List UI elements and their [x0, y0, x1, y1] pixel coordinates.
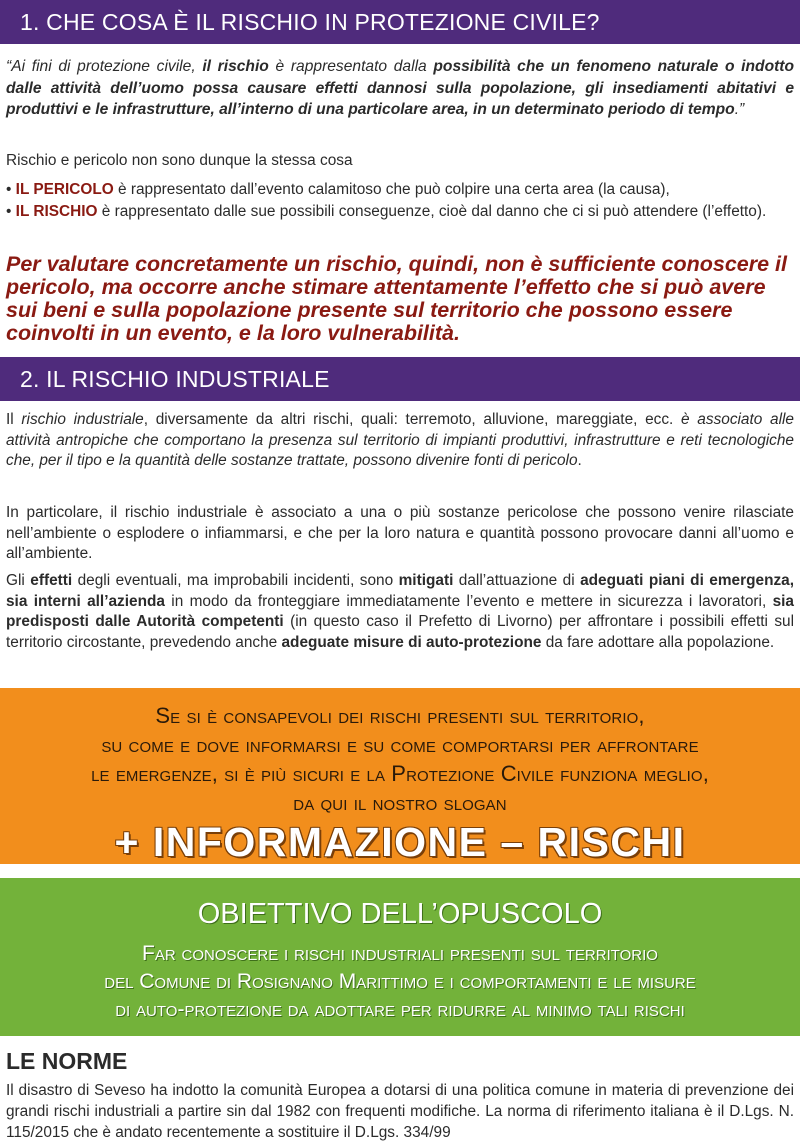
para-bold: adeguati piani di emergenza, sia interni all’azienda	[6, 572, 794, 610]
section-1-heading: 1. CHE COSA È IL RISCHIO IN PROTEZIONE CIVILE?	[0, 0, 800, 44]
para-text: Il	[6, 411, 22, 428]
para-text: (in questo caso il Prefetto di Livorno) per affrontare i possibili effetti sul territorio circostante, prevedendo anche	[6, 613, 794, 651]
para-bold: mitigati	[398, 572, 454, 589]
bullet-marker: •	[6, 181, 16, 198]
objective-line: di auto-protezione da adottare per ridurre al minimo tali rischi	[115, 998, 685, 1021]
para-bold: adeguate misure di auto-protezione	[281, 633, 542, 651]
industrial-risk-definition	[6, 410, 794, 472]
slogan-box	[0, 688, 800, 864]
bullet-text: è rappresentato dalle sue possibili conseguenze, cioè dal danno che ci si può attendere (l’effetto).	[97, 203, 767, 220]
para-text: dall’attuazione di	[453, 572, 581, 589]
slogan-line: da qui il nostro slogan	[293, 790, 507, 815]
para-emphasis: è associato alle attività antropiche che comportano la presenza sul territorio di impianti produttivi, infrastrutture e reti tecnologiche che, per il tipo e la quantità delle sostanze trattate, possono divenire fonti di pericolo	[6, 411, 794, 469]
norme-heading: LE NORME	[6, 1048, 128, 1074]
para-text: in modo da fronteggiare immediatamente l’evento e mettere in sicurezza i lavoratori,	[164, 592, 773, 610]
quote-text: è rappresentato dalla	[268, 58, 434, 75]
slogan-line: su come e dove informarsi e su come comportarsi per affrontare	[101, 732, 699, 757]
bullet-rischio	[6, 202, 794, 223]
section-2-heading: 2. IL RISCHIO INDUSTRIALE	[0, 357, 800, 401]
para-text: degli eventuali, ma improbabili incidenti, sono	[72, 572, 399, 589]
para-text: .	[577, 452, 582, 469]
quote-text: .”	[734, 101, 745, 118]
bullet-text: è rappresentato dall’evento calamitoso che può colpire una certa area (la causa),	[113, 181, 670, 198]
effects-paragraph	[6, 571, 794, 653]
intro-line: Rischio e pericolo non sono dunque la stessa cosa	[6, 152, 353, 169]
quote-text: “Ai fini di protezione civile,	[6, 58, 203, 75]
objective-box	[0, 878, 800, 1036]
bullet-pericolo	[6, 180, 794, 201]
objective-line: Far conoscere i rischi industriali presenti sul territorio	[142, 942, 658, 965]
slogan-text: + INFORMAZIONE – RISCHI	[114, 819, 686, 865]
para-text: da fare adottare alla popolazione.	[541, 633, 775, 651]
quote-emphasis: possibilità che un fenomeno naturale o indotto dalle attività dell’uomo possa causare effetti dannosi sulla popolazione, gli insediamenti abitativi e produttivi e le infrastrutture, all’interno di una particolare area, in un determinato periodo di tempo	[6, 58, 795, 118]
norme-paragraph: Il disastro di Seveso ha indotto la comunità Europea a dotarsi di una politica comune in materia di prevenzione dei grandi rischi industriali a partire sin dal 1982 con frequenti modifiche. La norma di riferimento italiana è il D.Lgs. N. 115/2015 che è andato recentemente a sostituire il D.Lgs. 334/99	[6, 1082, 794, 1141]
quote-term: il rischio	[202, 58, 269, 75]
para-term: rischio industriale	[21, 411, 144, 428]
para-bold: effetti	[30, 572, 73, 589]
conclusion-statement: Per valutare concretamente un rischio, quindi, non è sufficiente conoscere il pericolo, ma occorre anche stimare attentamente l’effetto che si può avere sui beni e sulla popolazione presente sul territorio che possono essere coinvolti in un evento, e la loro vulnerabilità.	[6, 252, 787, 345]
industrial-risk-detail: In particolare, il rischio industriale è associato a una o più sostanze pericolose che possono venire rilasciate nell’ambiente o esplodere o infiammarsi, e che per la loro natura e quantità possono provocare danni all’uomo e all’ambiente.	[6, 504, 794, 562]
bullet-term: IL RISCHIO	[15, 203, 98, 220]
slogan-line: Se si è consapevoli dei rischi presenti sul territorio,	[155, 703, 645, 728]
objective-line: del Comune di Rosignano Marittimo e i comportamenti e le misure	[104, 970, 696, 993]
definition-quote	[6, 56, 794, 121]
para-text: , diversamente da altri rischi, quali: terremoto, alluvione, mareggiate, ecc.	[143, 411, 682, 428]
bullet-term: IL PERICOLO	[15, 181, 114, 198]
bullet-marker: •	[6, 203, 16, 220]
slogan-line: le emergenze, si è più sicuri e la Protezione Civile funziona meglio,	[91, 761, 709, 786]
para-bold: sia predisposti dalle Autorità competenti	[6, 592, 794, 630]
para-text: Gli	[6, 572, 31, 589]
objective-title: OBIETTIVO DELL’OPUSCOLO	[197, 898, 603, 930]
